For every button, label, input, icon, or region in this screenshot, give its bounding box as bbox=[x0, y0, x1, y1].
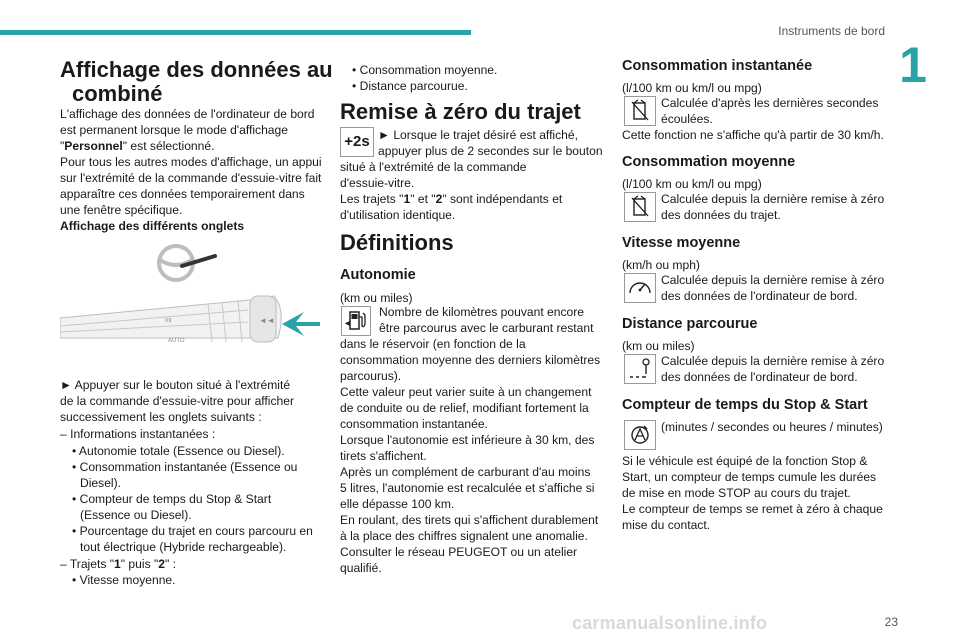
text: " et " bbox=[410, 192, 436, 206]
reset-line: ► Lorsque le trajet désiré est affiché, bbox=[378, 128, 578, 142]
action-line: ► Appuyer sur le bouton situé à l'extrémité bbox=[60, 378, 291, 392]
dash-item: – Informations instantanées : bbox=[60, 427, 216, 441]
section-title: Instruments de bord bbox=[778, 24, 885, 38]
instant-consumption-icon bbox=[624, 96, 656, 126]
svg-text:◄: ◄ bbox=[343, 318, 352, 328]
title-remise-a-zero: Remise à zéro du trajet bbox=[340, 99, 581, 124]
bullet-item: • Distance parcourue. bbox=[352, 79, 468, 93]
para-line: apparaître ces données temporairement dans bbox=[60, 187, 305, 201]
dash-item bbox=[60, 556, 176, 573]
para-line: tirets s'affichent. bbox=[340, 449, 427, 463]
text: " : bbox=[165, 557, 177, 571]
desc-line: écoulées. bbox=[661, 112, 713, 126]
desc-line: Calculée depuis la dernière remise à zéro bbox=[661, 354, 885, 368]
unit-label: (l/100 km ou km/l ou mpg) bbox=[622, 177, 762, 191]
para-line: parcourus). bbox=[340, 369, 402, 383]
accent-bar bbox=[0, 30, 471, 35]
arrow-pointer-icon bbox=[282, 312, 320, 336]
stop-start-icon bbox=[624, 420, 656, 450]
desc-line: Calculée d'après les dernières secondes bbox=[661, 96, 879, 110]
quote: " bbox=[60, 139, 65, 153]
action-line: de la commande d'essuie-vitre pour afficher bbox=[60, 394, 295, 408]
para-line: une fenêtre spécifique. bbox=[60, 203, 183, 217]
average-consumption-icon bbox=[624, 192, 656, 222]
para-line: à la place des chiffres signalent une anomalie. bbox=[340, 529, 588, 543]
heading-consommation-moyenne: Consommation moyenne bbox=[622, 154, 796, 170]
para-line: dans le réservoir (en fonction de la bbox=[340, 337, 526, 351]
action-line: successivement les onglets suivants : bbox=[60, 410, 262, 424]
reset-line bbox=[340, 191, 562, 208]
unit-label: (km ou miles) bbox=[622, 339, 695, 353]
para-line: sur l'extrémité de la commande d'essuie-vitre fait bbox=[60, 171, 322, 185]
unit-label: (km ou miles) bbox=[340, 291, 413, 305]
watermark: carmanualsonline.info bbox=[572, 613, 768, 633]
fuel-pump-icon bbox=[341, 306, 371, 336]
desc-line: Calculée depuis la dernière remise à zéro bbox=[661, 273, 885, 287]
wiper-stalk-illustration bbox=[60, 238, 322, 368]
bullet-item: • Consommation instantanée (Essence ou bbox=[72, 460, 298, 474]
unit-label: (l/100 km ou km/l ou mpg) bbox=[622, 81, 762, 95]
svg-text:◄◄: ◄◄ bbox=[259, 316, 275, 325]
stalk-drawing bbox=[60, 296, 281, 344]
para-line: Start, un compteur de temps cumule les durées bbox=[622, 470, 877, 484]
subheading-onglets: Affichage des différents onglets bbox=[60, 219, 245, 233]
trip-1: 1 bbox=[403, 192, 411, 206]
para-line: Après un complément de carburant d'au moins bbox=[340, 465, 591, 479]
chapter-number: 1 bbox=[899, 37, 927, 93]
para-line: Pour tous les autres modes d'affichage, un appui bbox=[60, 155, 322, 169]
desc-line: des données de l'ordinateur de bord. bbox=[661, 370, 858, 384]
para-line: consommation instantanée. bbox=[340, 417, 488, 431]
bullet-item: • Pourcentage du trajet en cours parcouru en bbox=[72, 524, 313, 538]
subheading-autonomie: Autonomie bbox=[340, 267, 416, 283]
page-number: 23 bbox=[884, 615, 898, 629]
trip-1: 1 bbox=[114, 557, 121, 571]
para-line: mise du contact. bbox=[622, 518, 711, 532]
plus-2s-badge-icon: +2s bbox=[340, 127, 374, 157]
para-line: En roulant, des tirets qui s'affichent durablement bbox=[340, 513, 599, 527]
int-label: Int bbox=[165, 318, 172, 324]
heading-vitesse-moyenne: Vitesse moyenne bbox=[622, 235, 741, 251]
para-line: consommation moyenne des derniers kilomètres bbox=[340, 353, 601, 367]
desc-line: des données de l'ordinateur de bord. bbox=[661, 289, 858, 303]
personnel-bold: Personnel bbox=[64, 139, 123, 153]
desc-line: des données du trajet. bbox=[661, 208, 781, 222]
para-line: elle dépasse 100 km. bbox=[340, 497, 455, 511]
heading-distance-parcourue: Distance parcourue bbox=[622, 316, 758, 332]
bullet-item: • Consommation moyenne. bbox=[352, 63, 498, 77]
para-line: est permanent lorsque le mode d'affichage bbox=[60, 123, 288, 137]
desc-line: Cette fonction ne s'affiche qu'à partir de 30 km/h. bbox=[622, 128, 884, 142]
desc-line: (minutes / secondes ou heures / minutes) bbox=[661, 420, 883, 434]
para-line: Si le véhicule est équipé de la fonction Stop & bbox=[622, 454, 868, 468]
bullet-item-cont: (Essence ou Diesel). bbox=[80, 508, 192, 522]
reset-line: appuyer plus de 2 secondes sur le bouton bbox=[378, 144, 603, 158]
bullet-item: • Compteur de temps du Stop & Start bbox=[72, 492, 272, 506]
speedometer-icon bbox=[624, 273, 656, 303]
para-line: Le compteur de temps se remet à zéro à chaque bbox=[622, 502, 883, 516]
title-definitions: Définitions bbox=[340, 230, 454, 255]
bullet-item: • Autonomie totale (Essence ou Diesel). bbox=[72, 444, 285, 458]
text: – Trajets " bbox=[60, 557, 115, 571]
bullet-item-cont: tout électrique (Hybride rechargeable). bbox=[80, 540, 287, 554]
para-line bbox=[60, 138, 214, 155]
heading-consommation-instantanee: Consommation instantanée bbox=[622, 58, 813, 74]
para-line: Consulter le réseau PEUGEOT ou un atelier bbox=[340, 545, 578, 559]
title-affichage-line2: combiné bbox=[72, 81, 163, 106]
para-line: de mise en mode STOP au cours du trajet. bbox=[622, 486, 851, 500]
text: Les trajets " bbox=[340, 192, 404, 206]
para-line: qualifié. bbox=[340, 561, 382, 575]
bullet-item: • Vitesse moyenne. bbox=[72, 573, 176, 587]
bullet-item-cont: Diesel). bbox=[80, 476, 121, 490]
trip-2: 2 bbox=[158, 557, 166, 571]
distance-pin-icon bbox=[624, 354, 656, 384]
para-line: 5 litres, l'autonomie est recalculée et s'affiche si bbox=[340, 481, 595, 495]
autonomie-desc: être parcourus avec le carburant restant bbox=[379, 321, 594, 335]
heading-stop-start: Compteur de temps du Stop & Start bbox=[622, 397, 868, 413]
reset-line: d'utilisation identique. bbox=[340, 208, 456, 222]
unit-label: (km/h ou mph) bbox=[622, 258, 700, 272]
autonomie-desc: Nombre de kilomètres pouvant encore bbox=[379, 305, 585, 319]
auto-label: AUTO bbox=[168, 338, 185, 344]
text: " sont indépendants et bbox=[442, 192, 563, 206]
para-line: L'affichage des données de l'ordinateur de bord bbox=[60, 107, 315, 121]
para-rest: " est sélectionné. bbox=[122, 139, 215, 153]
para-line: Cette valeur peut varier suite à un changement bbox=[340, 385, 592, 399]
text: " puis " bbox=[120, 557, 159, 571]
steering-wheel-icon bbox=[159, 246, 215, 280]
title-affichage-line1: Affichage des données au bbox=[60, 57, 333, 82]
para-line: de conduite ou de relief, modifiant fortement la bbox=[340, 401, 589, 415]
desc-line: Calculée depuis la dernière remise à zéro bbox=[661, 192, 885, 206]
reset-line: situé à l'extrémité de la commande bbox=[340, 160, 527, 174]
trip-2: 2 bbox=[435, 192, 443, 206]
reset-line: d'essuie-vitre. bbox=[340, 176, 415, 190]
para-line: Lorsque l'autonomie est inférieure à 30 km, des bbox=[340, 433, 595, 447]
